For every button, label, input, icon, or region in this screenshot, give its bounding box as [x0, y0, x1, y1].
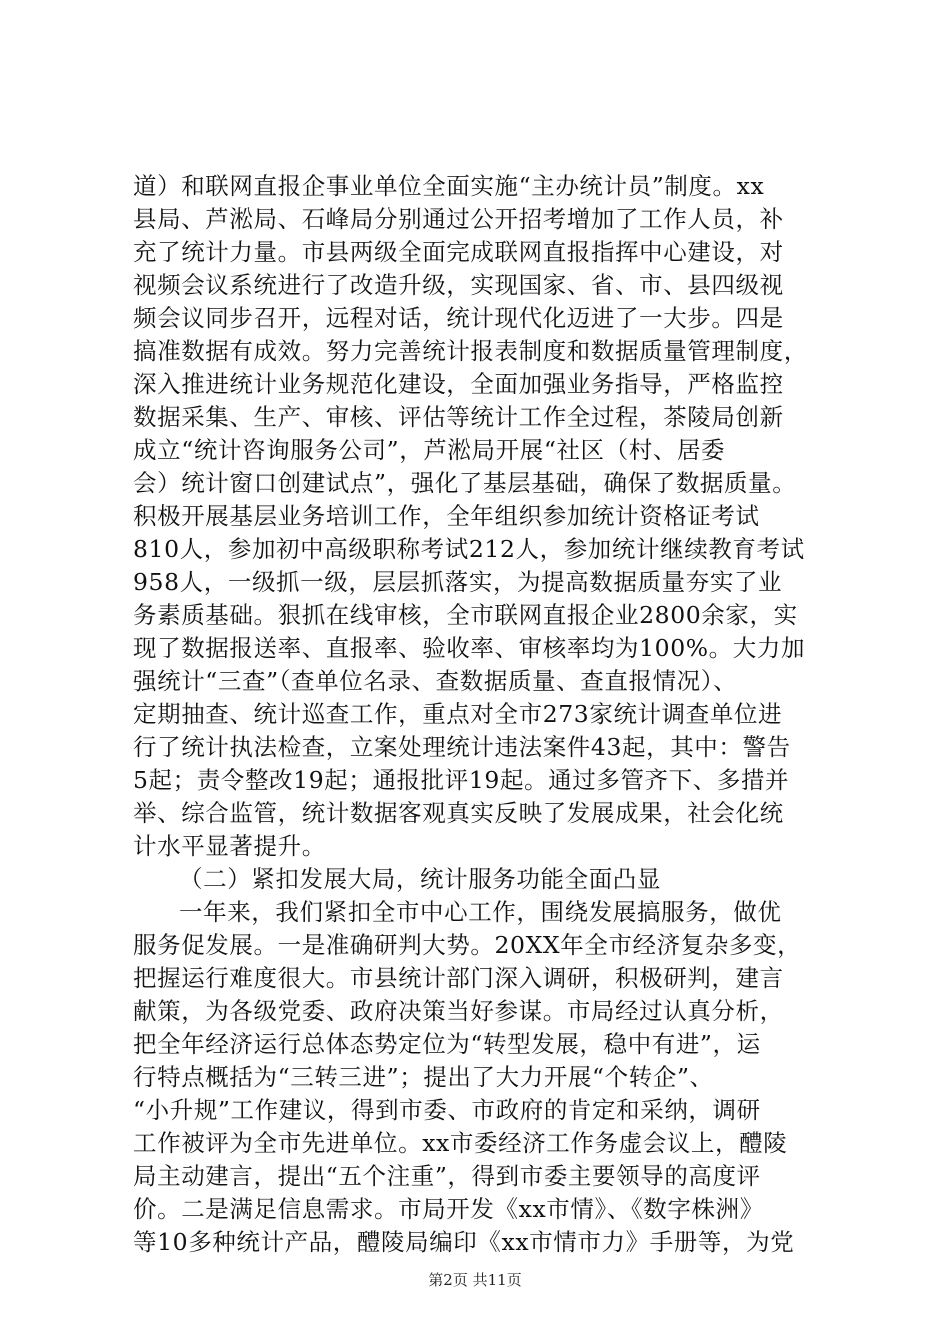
- text-line: 服务促发展。一是准确研判大势。20XX年全市经济复杂多变，: [133, 931, 802, 959]
- text-line: 积极开展基层业务培训工作，全年组织参加统计资格证考试: [133, 502, 760, 530]
- text-line: 充了统计力量。市县两级全面完成联网直报指挥中心建设，对: [133, 238, 784, 266]
- text-line: 会）统计窗口创建试点”，强化了基层基础，确保了数据质量。: [133, 469, 797, 497]
- text-line: 务素质基础。狠抓在线审核，全市联网直报企业2800余家，实: [133, 601, 798, 629]
- page-footer: [0, 1270, 950, 1290]
- text-line: 810人，参加初中高级职称考试212人，参加统计继续教育考试: [133, 535, 805, 563]
- text-line: 成立“统计咨询服务公司”，芦淞局开展“社区（村、居委: [133, 436, 726, 464]
- text-line: 强统计“三查”（查单位名录、查数据质量、查直报情况）、: [133, 667, 738, 695]
- text-line: 数据采集、生产、审核、评估等统计工作全过程，茶陵局创新: [133, 403, 784, 431]
- text-line: 道）和联网直报企事业单位全面实施“主办统计员”制度。xx: [133, 172, 765, 200]
- text-line: “小升规”工作建议，得到市委、市政府的肯定和采纳，调研: [133, 1096, 761, 1124]
- text-line: 频会议同步召开，远程对话，统计现代化迈进了一大步。四是: [133, 304, 784, 332]
- text-line: 定期抽查、统计巡查工作，重点对全市273家统计调查单位进: [133, 700, 783, 728]
- text-line: 视频会议系统进行了改造升级，实现国家、省、市、县四级视: [133, 271, 784, 299]
- text-line: 把握运行难度很大。市县统计部门深入调研，积极研判，建言: [133, 964, 784, 992]
- text-line: 5起；责令整改19起；通报批评19起。通过多管齐下、多措并: [133, 766, 790, 794]
- text-line: 计水平显著提升。: [133, 832, 326, 860]
- text-line: 把全年经济运行总体态势定位为“转型发展，稳中有进”，运: [133, 1030, 761, 1058]
- text-line: 现了数据报送率、直报率、验收率、审核率均为100%。大力加: [133, 634, 806, 662]
- text-line: 行特点概括为“三转三进”；提出了大力开展“个转企”、: [133, 1063, 714, 1091]
- section-heading: （二）紧扣发展大局，统计服务功能全面凸显: [179, 865, 661, 893]
- text-line: 献策，为各级党委、政府决策当好参谋。市局经过认真分析，: [133, 997, 784, 1025]
- text-line: 县局、芦淞局、石峰局分别通过公开招考增加了工作人员，补: [133, 205, 784, 233]
- document-body: [133, 170, 853, 1259]
- text-line: 深入推进统计业务规范化建设，全面加强业务指导，严格监控: [133, 370, 784, 398]
- text-line: 等10多种统计产品，醴陵局编印《xx市情市力》手册等，为党: [133, 1228, 795, 1256]
- text-line: 举、综合监管，统计数据客观真实反映了发展成果，社会化统: [133, 799, 784, 827]
- text-line: 价。二是满足信息需求。市局开发《xx市情》、《数字株洲》: [133, 1195, 764, 1223]
- text-line: 一年来，我们紧扣全市中心工作，围绕发展搞服务，做优: [179, 898, 782, 926]
- text-line: 工作被评为全市先进单位。xx市委经济工作务虚会议上，醴陵: [133, 1129, 788, 1157]
- text-line: 搞准数据有成效。努力完善统计报表制度和数据质量管理制度，: [133, 337, 808, 365]
- page-number-label: 第2页 共11页: [428, 1271, 522, 1289]
- text-line: 行了统计执法检查，立案处理统计违法案件43起，其中：警告: [133, 733, 791, 761]
- text-line: 958人，一级抓一级，层层抓落实，为提高数据质量夯实了业: [133, 568, 783, 596]
- text-line: 局主动建言，提出“五个注重”，得到市委主要领导的高度评: [133, 1162, 761, 1190]
